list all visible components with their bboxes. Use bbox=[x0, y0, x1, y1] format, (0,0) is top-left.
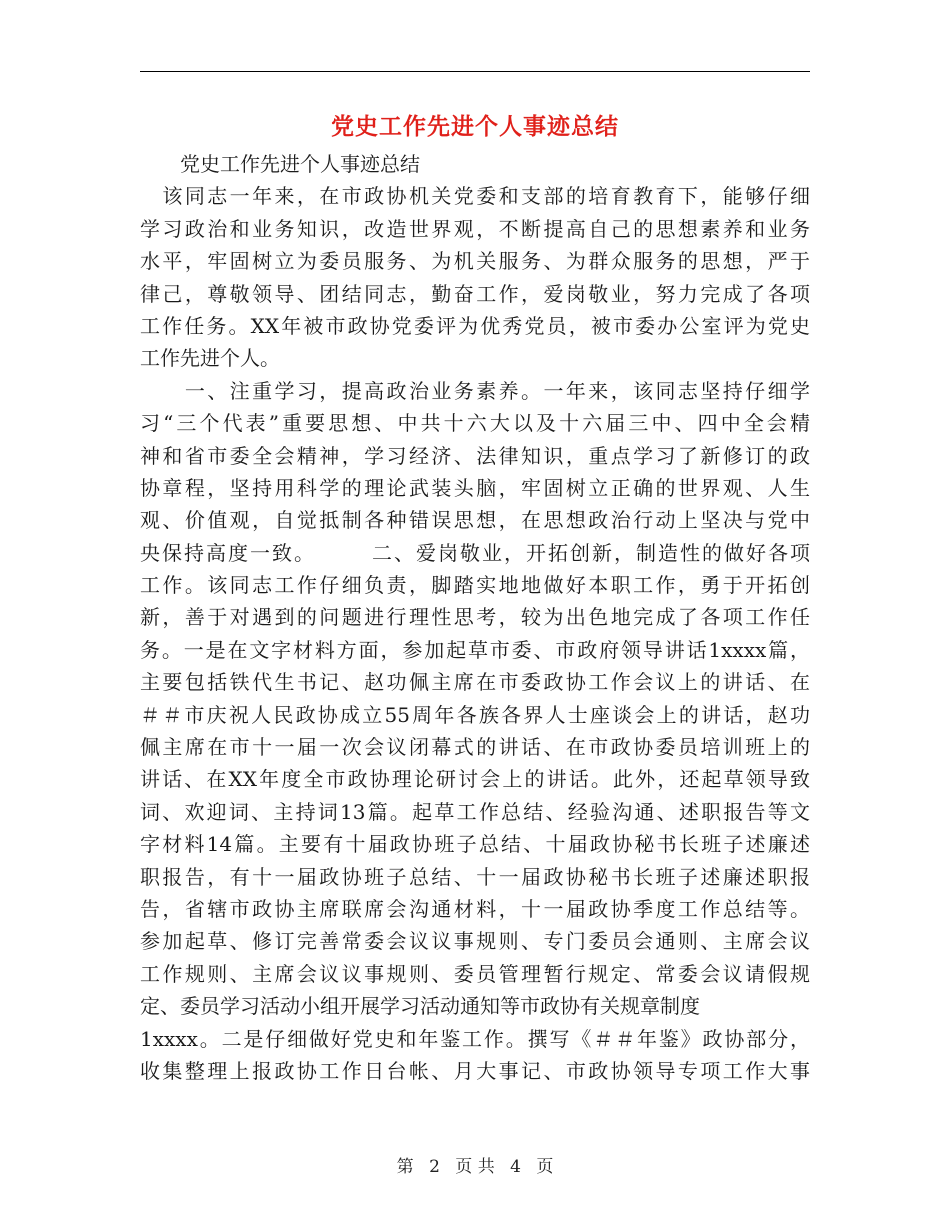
document-body bbox=[140, 148, 810, 1087]
body-line: 律己，尊敬领导、团结同志，勤奋工作，爱岗敬业，努力完成了各项 bbox=[140, 281, 810, 306]
body-line: 告，省辖市政协主席联席会沟通材料，十一届政协季度工作总结等。 bbox=[140, 896, 810, 921]
body-line: 该同志一年来，在市政协机关党委和支部的培育教育下，能够仔细 bbox=[140, 184, 810, 209]
body-line: ＃＃市庆祝人民政协成立55周年各族各界人士座谈会上的讲话，赵功 bbox=[140, 702, 810, 727]
body-line: 习“三个代表”重要思想、中共十六大以及十六届三中、四中全会精 bbox=[140, 411, 810, 436]
body-line: 党史工作先进个人事迹总结 bbox=[140, 152, 420, 176]
header-rule bbox=[140, 71, 810, 72]
body-line: 职报告，有十一届政协班子总结、十一届政协秘书长班子述廉述职报 bbox=[140, 864, 810, 889]
body-line: 主要包括铁代生书记、赵功佩主席在市委政协工作会议上的讲话、在 bbox=[140, 670, 810, 695]
body-line: 佩主席在市十一届一次会议闭幕式的讲话、在市政协委员培训班上的 bbox=[140, 735, 810, 760]
body-line: 工作先进个人。 bbox=[140, 346, 280, 371]
body-line: 词、欢迎词、主持词13篇。起草工作总结、经验沟通、述职报告等文 bbox=[140, 799, 810, 824]
body-line: 一、注重学习，提高政治业务素养。一年来，该同志坚持仔细学 bbox=[140, 378, 810, 403]
page-label-prefix: 第 bbox=[396, 1157, 414, 1177]
total-pages-number: 4 bbox=[510, 1157, 521, 1177]
page-label-mid: 页 共 bbox=[455, 1157, 495, 1177]
body-line: 央保持高度一致。 二、爱岗敬业，开拓创新，制造性的做好各项 bbox=[140, 540, 810, 565]
body-line: 协章程，坚持用科学的理论武装头脑，牢固树立正确的世界观、人生 bbox=[140, 475, 810, 500]
body-line: 务。一是在文字材料方面，参加起草市委、市政府领导讲话1xxxx篇， bbox=[140, 637, 810, 662]
body-line: 定、委员学习活动小组开展学习活动通知等市政协有关规章制度 bbox=[140, 994, 700, 1019]
body-line: 学习政治和业务知识，改造世界观，不断提高自己的思想素养和业务 bbox=[140, 216, 810, 241]
body-line: 1xxxx。二是仔细做好党史和年鉴工作。撰写《＃＃年鉴》政协部分， bbox=[140, 1026, 810, 1051]
document-title: 党史工作先进个人事迹总结 bbox=[331, 113, 619, 140]
page-footer bbox=[0, 1152, 950, 1177]
body-line: 参加起草、修订完善常委会议议事规则、专门委员会通则、主席会议 bbox=[140, 929, 810, 954]
body-line: 字材料14篇。主要有十届政协班子总结、十届政协秘书长班子述廉述 bbox=[140, 832, 810, 857]
body-line: 水平，牢固树立为委员服务、为机关服务、为群众服务的思想，严于 bbox=[140, 249, 810, 274]
body-line: 讲话、在XX年度全市政协理论研讨会上的讲话。此外，还起草领导致 bbox=[140, 767, 810, 792]
body-line: 工作。该同志工作仔细负责，脚踏实地地做好本职工作，勇于开拓创 bbox=[140, 573, 810, 598]
body-line: 新，善于对遇到的问题进行理性思考，较为出色地完成了各项工作任 bbox=[140, 605, 810, 630]
body-line: 神和省市委全会精神，学习经济、法律知识，重点学习了新修订的政 bbox=[140, 443, 810, 468]
current-page-number: 2 bbox=[429, 1157, 440, 1177]
page-label-suffix: 页 bbox=[536, 1157, 554, 1177]
body-line: 工作规则、主席会议议事规则、委员管理暂行规定、常委会议请假规 bbox=[140, 961, 810, 986]
body-line: 工作任务。XX年被市政协党委评为优秀党员，被市委办公室评为党史 bbox=[140, 313, 810, 338]
body-line: 收集整理上报政协工作日台帐、月大事记、市政协领导专项工作大事 bbox=[140, 1058, 810, 1083]
body-line: 观、价值观，自觉抵制各种错误思想，在思想政治行动上坚决与党中 bbox=[140, 508, 810, 533]
